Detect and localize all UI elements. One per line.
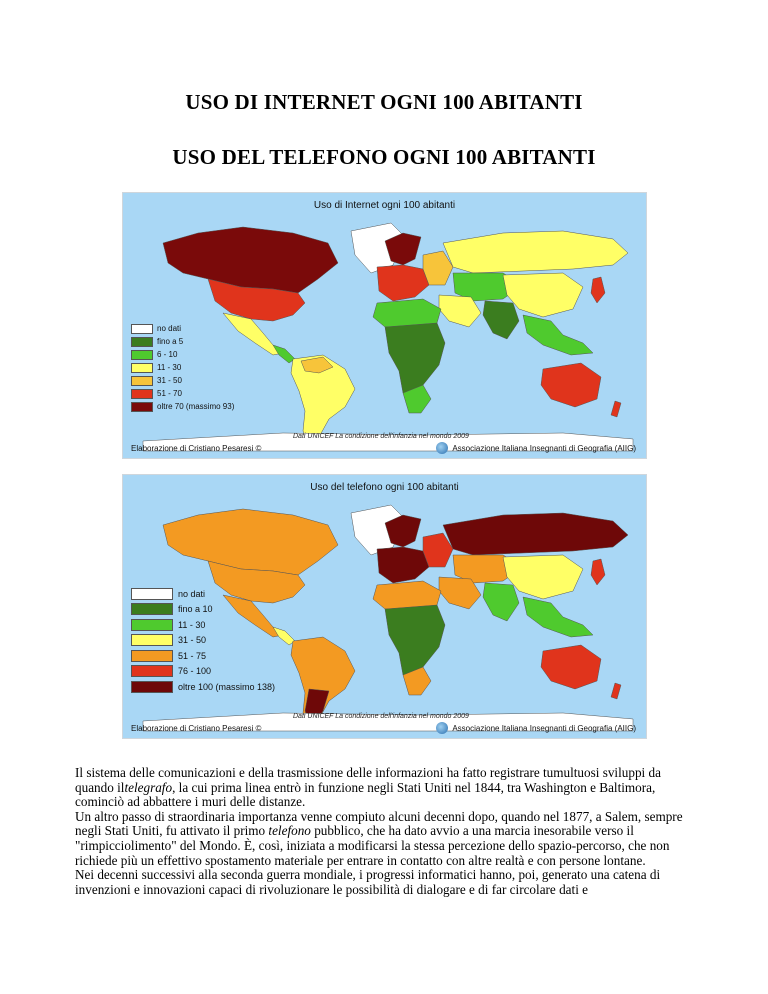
legend-swatch [131, 402, 153, 412]
region-north-america-north [163, 227, 338, 293]
region-africa-central [385, 605, 445, 681]
legend-label: 6 - 10 [157, 350, 178, 359]
legend-label: fino a 10 [178, 604, 213, 615]
region-new-zealand [611, 401, 621, 417]
internet-usage-map [122, 192, 647, 459]
legend-label: 51 - 70 [157, 389, 182, 398]
page-title-phone: USO DEL TELEFONO OGNI 100 ABITANTI [172, 145, 596, 169]
region-australia [541, 363, 601, 407]
legend-swatch [131, 337, 153, 347]
legend-swatch [131, 389, 153, 399]
legend-label: 76 - 100 [178, 666, 212, 677]
map-credit-aiig [436, 722, 636, 734]
region-southeast-asia [523, 597, 593, 637]
globe-icon [436, 722, 448, 734]
legend-swatch [131, 350, 153, 360]
legend-swatch [131, 665, 173, 677]
emphasis-telegrafo: telegrafo [124, 779, 173, 795]
legend-label: oltre 100 (massimo 138) [178, 681, 276, 692]
legend-item [131, 617, 275, 633]
map-credit-aiig [436, 442, 636, 454]
legend-label: 31 - 50 [157, 376, 182, 385]
region-australia [541, 645, 601, 689]
map-title: Uso di Internet ogni 100 abitanti [313, 200, 456, 211]
legend-item [131, 374, 234, 387]
legend-item [131, 400, 234, 413]
legend-swatch [131, 634, 173, 646]
legend-item [131, 679, 275, 695]
legend-label: oltre 70 (massimo 93) [157, 402, 235, 411]
region-india [483, 583, 519, 621]
legend-swatch [131, 324, 153, 334]
region-india [483, 301, 519, 339]
emphasis-telefono: telefono [268, 823, 311, 839]
legend-swatch [131, 363, 153, 373]
legend-label: no dati [157, 324, 182, 333]
legend-item [131, 602, 275, 618]
legend-item [131, 335, 234, 348]
legend-swatch [131, 588, 173, 600]
legend-swatch [131, 681, 173, 693]
legend-label: 11 - 30 [178, 619, 206, 630]
map-title: Uso del telefono ogni 100 abitanti [310, 482, 459, 493]
text-run: Un altro passo di straordinaria importanza venne compiuto alcuni decenni dopo, quando nel 1877, a Salem, sempre negli Stati Uniti, fu attivato il primo [75, 808, 683, 839]
aiig-label: Associazione Italiana Insegnanti di Geografia (AIIG) [452, 723, 636, 733]
region-western-europe [377, 547, 429, 583]
legend-label: 31 - 50 [178, 635, 207, 646]
map-credit-author: Elaborazione di Cristiano Pesaresi © [131, 444, 262, 453]
legend-swatch [131, 619, 173, 631]
region-russia [443, 513, 628, 555]
legend-label: fino a 5 [157, 337, 184, 346]
legend-item [131, 648, 275, 664]
region-japan [591, 559, 605, 585]
legend-item [131, 586, 275, 602]
region-western-europe [377, 265, 429, 301]
map-source: Dati UNICEF La condizione dell'infanzia nel mondo 2009 [293, 433, 469, 440]
map-legend [131, 586, 275, 695]
legend-label: 51 - 75 [178, 650, 207, 661]
text-run: , la cui prima linea entrò in funzione negli Stati Uniti nel 1844, tra Washington e Baltimora, cominciò ad abbattere i muri delle distanze. [75, 779, 656, 810]
legend-item [131, 664, 275, 680]
legend-item [131, 633, 275, 649]
region-africa-central [385, 323, 445, 399]
paragraph: Nei decenni successivi alla seconda guerra mondiale, i progressi informatici hanno, poi, generato una catena di invenzioni e innovazioni capaci di rivoluzionare le possibilità di dialogare e di far circolare dati e [75, 867, 661, 897]
globe-icon [436, 442, 448, 454]
page-title-internet: USO DI INTERNET OGNI 100 ABITANTI [185, 90, 583, 114]
legend-label: no dati [178, 588, 206, 599]
text-run: pubblico, che ha dato avvio a una marcia inesorabile verso il "rimpicciolimento" del Mondo. È, così, iniziata a modificarsi la stessa percezione dello spazio-percorso, che non richiede più un effettivo spostamento materiale per entrare in contatto con altre realtà e con persone lontane. [75, 823, 670, 868]
paragraph [75, 766, 700, 810]
body-text [75, 766, 700, 897]
region-southeast-asia [523, 315, 593, 355]
map-source: Dati UNICEF La condizione dell'infanzia nel mondo 2009 [293, 713, 469, 720]
paragraph [75, 810, 700, 868]
map-legend [131, 322, 234, 413]
legend-item [131, 348, 234, 361]
region-new-zealand [611, 683, 621, 699]
legend-swatch [131, 603, 173, 615]
region-japan [591, 277, 605, 303]
legend-item [131, 322, 234, 335]
legend-swatch [131, 376, 153, 386]
aiig-label: Associazione Italiana Insegnanti di Geografia (AIIG) [452, 443, 636, 453]
region-russia [443, 231, 628, 273]
phone-usage-map [122, 474, 647, 739]
legend-item [131, 387, 234, 400]
text-run: Il sistema delle comunicazioni e della trasmissione delle informazioni ha fatto registrare tumultuosi sviluppi da quando il [75, 765, 661, 795]
legend-item [131, 361, 234, 374]
map-credit-author: Elaborazione di Cristiano Pesaresi © [131, 724, 262, 733]
region-north-america-north [163, 509, 338, 575]
legend-swatch [131, 650, 173, 662]
legend-label: 11 - 30 [157, 363, 182, 372]
